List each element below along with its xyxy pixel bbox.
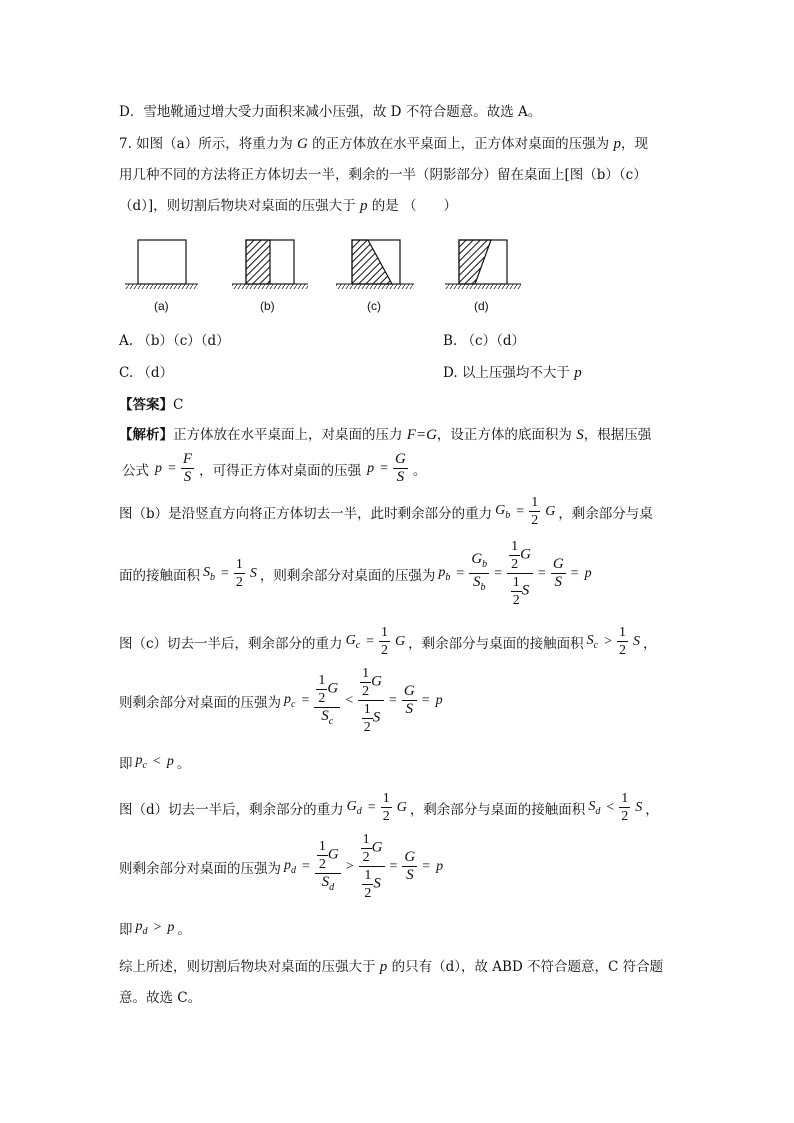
var-G: G — [545, 503, 556, 519]
q7-text: （d）]，则切割后物块对桌面的压强大于 — [119, 198, 360, 214]
var-p: p — [367, 460, 375, 476]
denominator — [359, 867, 385, 902]
option-c: C. （d） — [119, 365, 174, 381]
p: p — [135, 919, 143, 934]
var-pc — [136, 753, 147, 771]
denominator: 2 — [531, 513, 539, 528]
S: S — [203, 564, 210, 580]
eq-sign: = — [389, 858, 398, 874]
numerator — [469, 551, 489, 574]
gt-sign: > — [345, 858, 354, 874]
fraction-half — [381, 790, 392, 825]
numerator: 1 — [318, 672, 326, 688]
cube-diagrams — [120, 232, 540, 322]
subscript-d: d — [595, 805, 601, 817]
figure-label-d: (d) — [474, 299, 489, 313]
numerator: 1 — [512, 575, 520, 590]
case-d-conclusion — [119, 918, 191, 938]
eq-sign: = — [570, 565, 579, 581]
case-b-text: ，剩余部分与桌 — [558, 505, 653, 522]
var-p: p — [436, 858, 444, 874]
p: p — [135, 753, 143, 768]
gt-sign: > — [604, 633, 613, 649]
var-G: G — [297, 136, 308, 152]
question-7-line-2: 用几种不同的方法将正方体切去一半，剩余的一半（阴影部分）留在桌面上[图（b）（c） — [119, 167, 647, 183]
case-b-text: 图（b）是沿竖直方向将正方体切去一半，此时剩余部分的重力 — [119, 505, 493, 522]
subscript-b: b — [482, 559, 488, 570]
var-p: p — [574, 365, 582, 381]
numerator — [507, 538, 533, 574]
figure-a — [125, 240, 198, 289]
denominator: 2 — [621, 809, 629, 824]
var-pd — [284, 858, 296, 876]
fraction-half — [234, 556, 245, 591]
var-p: p — [584, 565, 592, 581]
denominator: S — [183, 469, 192, 485]
case-d-text: 则剩余部分对桌面的压强为 — [119, 860, 281, 877]
question-7-line-3 — [119, 196, 457, 216]
analysis-text: 。 — [412, 462, 427, 479]
var-p: p — [613, 136, 621, 152]
q7-text: ，现 — [620, 136, 648, 152]
p: p — [284, 691, 291, 707]
eq-sign: = — [456, 565, 465, 581]
summary-text: 综上所述，则切割后物块对桌面的压强大于 — [119, 959, 380, 975]
case-c-text: ，剩余部分与桌面的接触面积 — [408, 635, 584, 652]
case-c-text: 则剩余部分对桌面的压强为 — [119, 694, 281, 711]
var-Gb — [495, 503, 510, 521]
analysis-label: 【解析】 — [119, 427, 173, 443]
var-p: p — [359, 198, 368, 214]
fraction-halfG-over-Sd — [315, 838, 341, 896]
case-d-line-2 — [119, 831, 446, 902]
S: S — [472, 574, 481, 590]
fraction-F-over-S — [181, 451, 194, 486]
lt-sign: < — [345, 692, 354, 708]
case-c-line-1 — [119, 624, 657, 659]
fraction-halfG-over-Sc — [314, 672, 340, 730]
eq-sign: = — [366, 633, 375, 649]
numerator: 1 — [318, 838, 326, 854]
G: G — [495, 502, 506, 518]
numerator: 1 — [382, 791, 390, 806]
var-Gd — [347, 799, 362, 817]
denominator: 2 — [318, 690, 326, 706]
case-c-text: 即 — [119, 756, 133, 772]
subscript-c: c — [355, 639, 361, 651]
eq-sign: = — [388, 692, 397, 708]
denominator: 2 — [362, 684, 370, 699]
eq-sign: = — [537, 565, 546, 581]
numerator — [315, 838, 341, 874]
S: S — [586, 632, 594, 648]
fraction-half — [379, 624, 390, 659]
eq-sign: = — [421, 692, 430, 708]
eq-sign: = — [494, 565, 503, 581]
G: G — [346, 798, 357, 814]
denominator: S — [406, 867, 414, 883]
denominator: 2 — [362, 850, 370, 865]
fraction-Gb-over-Sb — [469, 551, 489, 596]
formula-F-eq-G: F=G — [406, 427, 437, 443]
G: G — [327, 680, 339, 697]
fraction-halfG-over-halfS — [359, 831, 385, 902]
subscript-c: c — [328, 715, 334, 727]
G: G — [371, 673, 382, 690]
summary-line-1 — [119, 957, 663, 977]
var-pd — [136, 919, 148, 937]
answer-line — [119, 395, 183, 415]
fraction-G-over-S — [402, 849, 417, 884]
question-7-line-1 — [119, 134, 648, 154]
denominator: 2 — [235, 575, 243, 590]
case-d-text: 。 — [177, 922, 191, 938]
figure-d — [445, 240, 521, 289]
case-c-conclusion — [119, 752, 190, 772]
denominator — [358, 701, 384, 736]
subscript-c: c — [291, 698, 296, 710]
numerator — [358, 665, 384, 701]
case-d-text: 图（d）切去一半后，剩余部分的重力 — [119, 801, 344, 818]
subscript-d: d — [356, 805, 362, 817]
numerator: 1 — [363, 702, 371, 717]
lt-sign: < — [152, 754, 161, 769]
option-d — [443, 363, 582, 383]
denominator: 2 — [364, 886, 372, 901]
analysis-text: ，设正方体的底面积为 — [436, 427, 577, 443]
analysis-text: 正方体放在水平桌面上，对桌面的压力 — [173, 427, 407, 443]
figure-label-b: (b) — [260, 299, 275, 313]
eq-sign: = — [516, 503, 525, 519]
denominator — [507, 574, 533, 609]
var-S: S — [249, 565, 257, 581]
case-c-line-2 — [119, 665, 446, 736]
var-pb — [438, 565, 450, 583]
fraction-half — [617, 624, 628, 659]
answer-value: C — [173, 397, 184, 413]
numerator: 1 — [362, 666, 370, 681]
numerator: 1 — [235, 557, 243, 572]
case-b-text: ，则剩余部分对桌面的压强为 — [259, 567, 436, 584]
eq-sign: = — [380, 460, 388, 476]
eq-sign: = — [422, 858, 431, 874]
denominator: 2 — [382, 809, 390, 824]
numerator — [314, 672, 340, 708]
G: G — [471, 551, 483, 567]
figure-cubes — [120, 232, 540, 322]
case-c-text: ， — [643, 635, 657, 652]
numerator: 1 — [621, 791, 629, 806]
q7-text: 的正方体放在水平桌面上，正方体对桌面的压强为 — [307, 136, 614, 152]
subscript-b: b — [505, 509, 511, 521]
numerator: 1 — [362, 832, 370, 847]
denominator: 2 — [619, 643, 627, 658]
fraction-half — [529, 494, 540, 529]
summary-line-2: 意。故选 C。 — [119, 990, 202, 1006]
eq-sign: = — [301, 692, 310, 708]
analysis-text: 公式 — [122, 462, 149, 479]
figure-label-c: (c) — [367, 299, 381, 313]
lt-sign: < — [606, 799, 615, 815]
analysis-text: ，可得正方体对桌面的压强 — [199, 462, 362, 479]
var-S: S — [635, 799, 643, 815]
denominator — [315, 874, 341, 896]
G: G — [371, 839, 383, 856]
fraction-half — [619, 790, 630, 825]
subscript-d: d — [329, 881, 335, 893]
var-S: S — [633, 633, 641, 649]
var-G: G — [395, 633, 406, 649]
option-d-text: D. 以上压强均不大于 — [443, 365, 575, 381]
subscript-c: c — [142, 760, 147, 771]
case-c-text: 图（c）切去一半后，剩余部分的重力 — [119, 635, 343, 652]
var-p: p — [166, 754, 174, 769]
subscript-c: c — [593, 639, 599, 651]
subscript-b: b — [480, 582, 486, 593]
gt-sign: > — [153, 920, 162, 935]
var-Gc — [346, 633, 361, 651]
denominator: S — [396, 469, 405, 485]
denominator — [469, 574, 489, 596]
denominator: 2 — [511, 557, 519, 572]
G: G — [327, 846, 339, 863]
answer-label: 【答案】 — [119, 397, 173, 413]
denominator: 2 — [381, 643, 389, 658]
numerator: F — [182, 451, 193, 467]
case-d-text: 即 — [119, 922, 133, 938]
denominator: S — [554, 574, 562, 590]
var-p: p — [167, 920, 175, 935]
fraction-G-over-S — [402, 683, 417, 718]
numerator: G — [552, 556, 564, 572]
var-S: S — [576, 427, 584, 443]
var-p: p — [435, 692, 443, 708]
G: G — [345, 632, 356, 648]
case-d-text: ， — [645, 801, 659, 818]
case-c-text: 。 — [176, 756, 191, 772]
case-d-line-1 — [119, 790, 659, 825]
fraction-halfG-over-halfS — [507, 538, 533, 609]
S: S — [521, 582, 530, 599]
option-b: B. （c）（d） — [443, 333, 525, 349]
eq-sign: = — [221, 565, 229, 581]
q7-text: 的是 （ ） — [367, 198, 458, 214]
case-b-text: 面的接触面积 — [119, 567, 200, 584]
p: p — [284, 857, 291, 873]
numerator — [359, 831, 385, 867]
var-p: p — [379, 959, 388, 975]
S: S — [373, 875, 381, 892]
case-b-line-1 — [119, 494, 653, 529]
S: S — [321, 873, 330, 890]
figure-label-a: (a) — [154, 299, 169, 313]
analysis-text: ，根据压强 — [583, 427, 652, 443]
numerator: 1 — [619, 625, 627, 640]
p: p — [438, 564, 446, 580]
denominator: S — [405, 701, 414, 717]
G: G — [520, 546, 531, 563]
S: S — [321, 707, 329, 724]
fraction-G-over-S — [393, 451, 408, 486]
summary-text: 的只有（d），故 ABD 不符合题意，C 符合题 — [387, 959, 664, 975]
denominator: 2 — [512, 593, 520, 608]
S: S — [588, 798, 596, 814]
numerator: 1 — [511, 539, 519, 554]
var-pc — [284, 692, 295, 710]
numerator: 1 — [531, 495, 539, 510]
option-d-explanation: D．雪地靴通过增大受力面积来减小压强，故 D 不符合题意。故选 A。 — [119, 104, 542, 120]
numerator: 1 — [364, 868, 372, 883]
numerator: G — [394, 451, 406, 467]
eq-sign: = — [302, 858, 310, 874]
analysis-line-1 — [119, 425, 651, 445]
denominator: 2 — [318, 856, 326, 872]
case-b-line-2 — [119, 538, 595, 609]
var-p: p — [155, 460, 162, 476]
figure-c — [336, 240, 414, 289]
numerator: 1 — [381, 625, 389, 640]
q7-text: 7. 如图（a）所示，将重力为 — [119, 136, 298, 152]
numerator: G — [404, 849, 416, 865]
fraction-G-over-S — [551, 556, 566, 591]
eq-sign: = — [168, 460, 176, 476]
option-a: A. （b）（c）（d） — [119, 333, 230, 349]
S: S — [372, 709, 381, 726]
var-Sd — [588, 799, 600, 817]
denominator: 2 — [363, 720, 371, 735]
pressure-formula-line — [119, 451, 429, 486]
var-G: G — [396, 799, 407, 815]
var-Sc — [587, 633, 598, 651]
fraction-halfG-over-halfS — [358, 665, 384, 736]
subscript-b: b — [210, 571, 215, 583]
subscript-d: d — [142, 926, 148, 937]
figure-b — [232, 240, 308, 289]
subscript-b: b — [445, 571, 451, 583]
denominator — [314, 708, 340, 730]
var-Sb — [203, 565, 215, 583]
subscript-d: d — [291, 864, 296, 876]
numerator: G — [403, 683, 415, 699]
case-d-text: ，剩余部分与桌面的接触面积 — [409, 801, 586, 818]
eq-sign: = — [367, 799, 376, 815]
